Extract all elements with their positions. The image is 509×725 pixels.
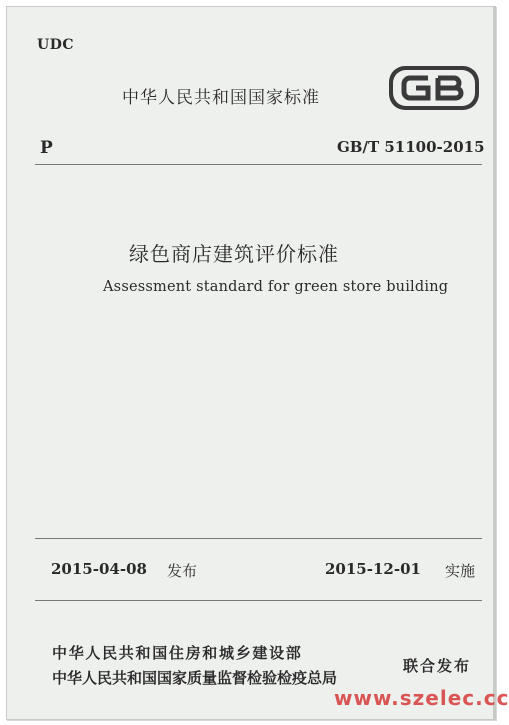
publisher-aqsiq: 中华人民共和国国家质量监督检验检疫总局 [52, 669, 338, 687]
standard-number: GB/T 51100-2015 [337, 138, 485, 156]
category-letter: P [40, 138, 53, 158]
standard-cover [6, 6, 496, 720]
udc-label: UDC [37, 37, 74, 53]
title-english: Assessment standard for green store building [103, 279, 449, 295]
divider [35, 600, 482, 601]
national-standard-heading: 中华人民共和国国家标准 [122, 88, 320, 108]
title-chinese: 绿色商店建筑评价标准 [129, 242, 339, 266]
divider [35, 164, 482, 165]
joint-release-label: 联合发布 [403, 657, 472, 675]
implementation-date: 2015-12-01 [325, 560, 421, 578]
issue-label: 发布 [167, 562, 198, 580]
divider [35, 538, 482, 539]
watermark-text: www.szelec.cc [334, 686, 509, 710]
implementation-label: 实施 [445, 562, 476, 580]
issue-date: 2015-04-08 [51, 560, 147, 578]
gb-logo-icon [388, 65, 480, 111]
page-edge [493, 7, 496, 719]
publisher-ministry: 中华人民共和国住房和城乡建设部 [52, 644, 303, 662]
